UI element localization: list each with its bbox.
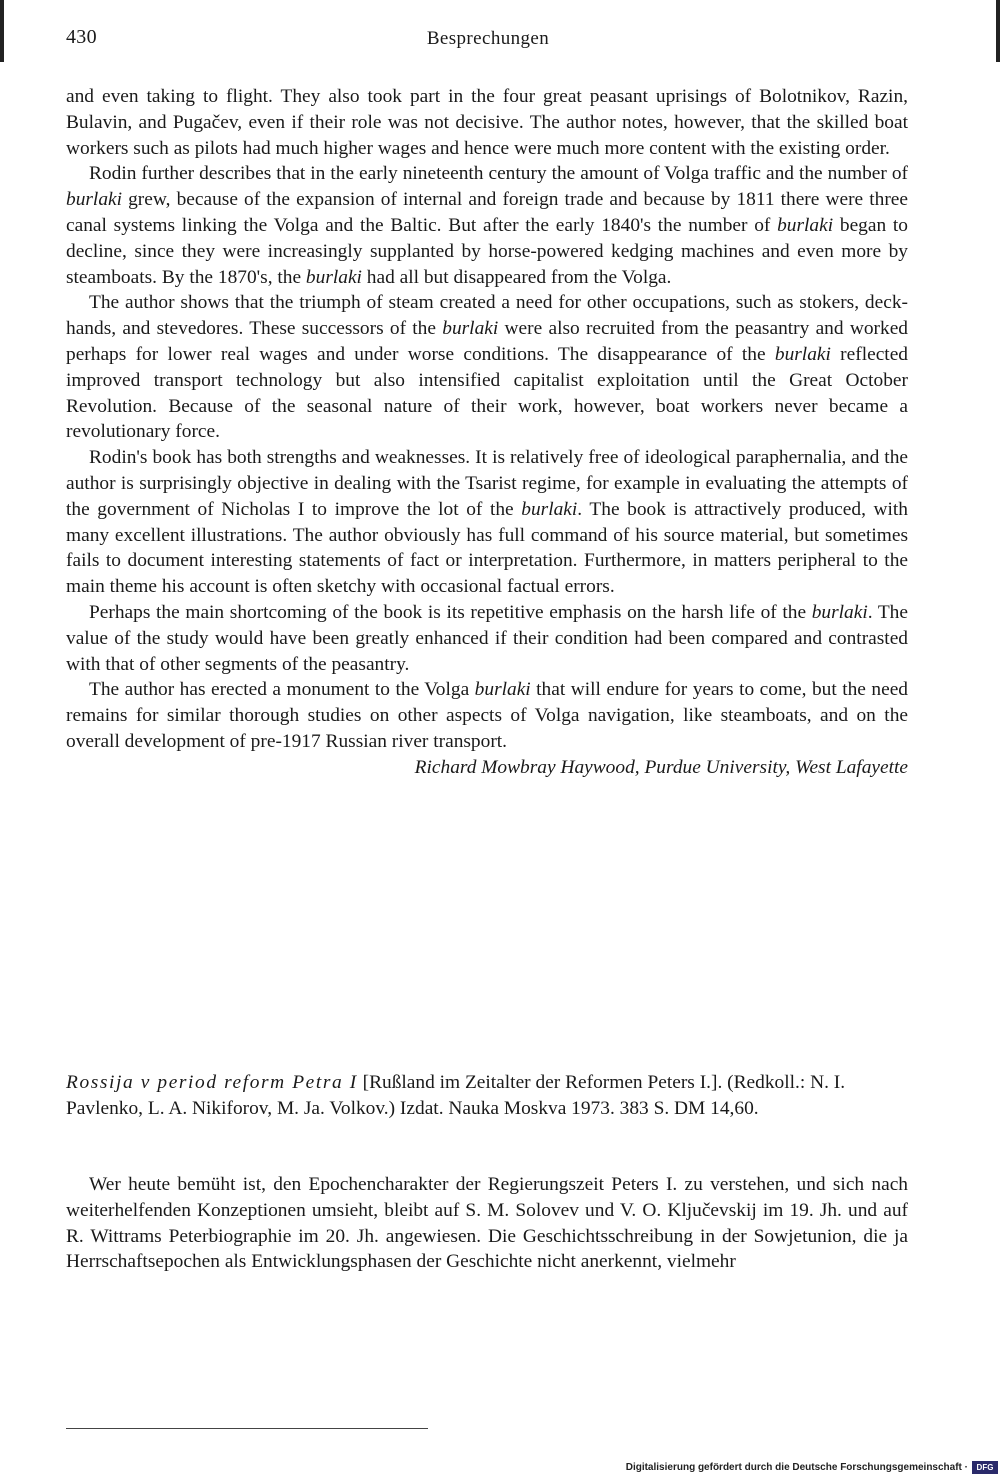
reviewer-signature: Richard Mowbray Haywood, Purdue University, West Lafayette — [414, 756, 908, 778]
page-header — [66, 26, 910, 56]
digitization-credit — [626, 1457, 998, 1477]
review-2-paragraph: Wer heute bemüht ist, den Epochencharakter der Regierungszeit Peters I. zu verstehen, und sich nach weiterhelfenden Konzeptionen umsieht, bleibt auf S. M. Solovev und V. O. Ključevskij im 19. Jh. und auf R. Wittrams Peterbiographie im 20. Jh. angewiesen. Die Geschichtsschreibung in der Sowjetunion, die ja Herrschaftsepochen als Entwicklungsphasen der Geschichte nicht anerkennt, vielmehr — [66, 1174, 908, 1273]
page-number: 430 — [66, 26, 97, 48]
book-title: Rossija v period reform Petra I — [66, 1072, 358, 1093]
review-1-paragraph: The author shows that the triumph of steam created a need for other occupations, such as stokers, deck-hands, and stevedores. These successors of the burlaki were also recruited from the peasantry and worked perhaps for lower real wages and under worse conditions. The disappearance of the burlaki reflected improved transport technology but also intensified capitalist exploitation until the Great October Revolution. Because of the seasonal nature of their work, however, boat workers never became a revolutionary force. — [66, 292, 908, 443]
review-1-paragraph: and even taking to flight. They also took part in the four great peasant uprisings of Bolotnikov, Razin, Bulavin, and Pugačev, even if their role was not decisive. The author notes, however, that the skilled boat workers such as pilots had much higher wages and hence were much more content with the existing order. — [66, 86, 908, 159]
running-head: Besprechungen — [426, 28, 550, 49]
citation-line: Rossija v period reform Petra I [Rußland im Zeitalter der Reformen Peters I.]. (Redkoll.: N. I. Pavlenko, L. A. Nikiforov, M. Ja. Volkov.) Izdat. Nauka Moskva 1973. 383 S. DM 14,60. — [66, 1072, 846, 1119]
review-2-body — [66, 1172, 908, 1275]
review-1-paragraph: The author has erected a monument to the Volga burlaki that will endure for years to come, but the need remains for similar thorough studies on other aspects of Volga navigation, like steamboats, and on the overall development of pre-1917 Russian river transport. — [66, 679, 908, 752]
review-1-paragraph: Rodin further describes that in the early nineteenth century the amount of Volga traffic and the number of burlaki grew, because of the expansion of internal and foreign trade and because by 1811 there were three canal systems linking the Volga and the Baltic. But after the early 1840's the number of burlaki began to decline, since they were increasingly supplanted by horse-powered kedging machines and even more by steamboats. By the 1870's, the burlaki had all but disappeared from the Volga. — [66, 163, 908, 288]
review-1-paragraph: Perhaps the main shortcoming of the book is its repetitive emphasis on the harsh life of the burlaki. The value of the study would have been greatly enhanced if their condition had been compared and contrasted with that of other segments of the peasantry. — [66, 601, 908, 675]
review-1-body — [66, 84, 908, 781]
review-2-citation — [66, 1070, 908, 1122]
scan-edge-left — [0, 0, 4, 62]
dfg-logo: DFG — [972, 1461, 998, 1474]
footnote-rule — [66, 1428, 428, 1429]
scan-edge-right — [996, 0, 1000, 62]
review-1-paragraph: Rodin's book has both strengths and weaknesses. It is relatively free of ideological paraphernalia, and the author is surprisingly objective in dealing with the Tsarist regime, for example in evaluating the attempts of the government of Nicholas I to improve the lot of the burlaki. The book is attractively produced, with many excellent illustrations. The author obviously has full command of his source material, but sometimes fails to document interesting statements of fact or interpretation. Furthermore, in matters peripheral to the main theme his account is often sketchy with occasional factual errors. — [66, 447, 909, 598]
credit-text: Digitalisierung gefördert durch die Deutsche Forschungsgemeinschaft · — [625, 1461, 968, 1473]
